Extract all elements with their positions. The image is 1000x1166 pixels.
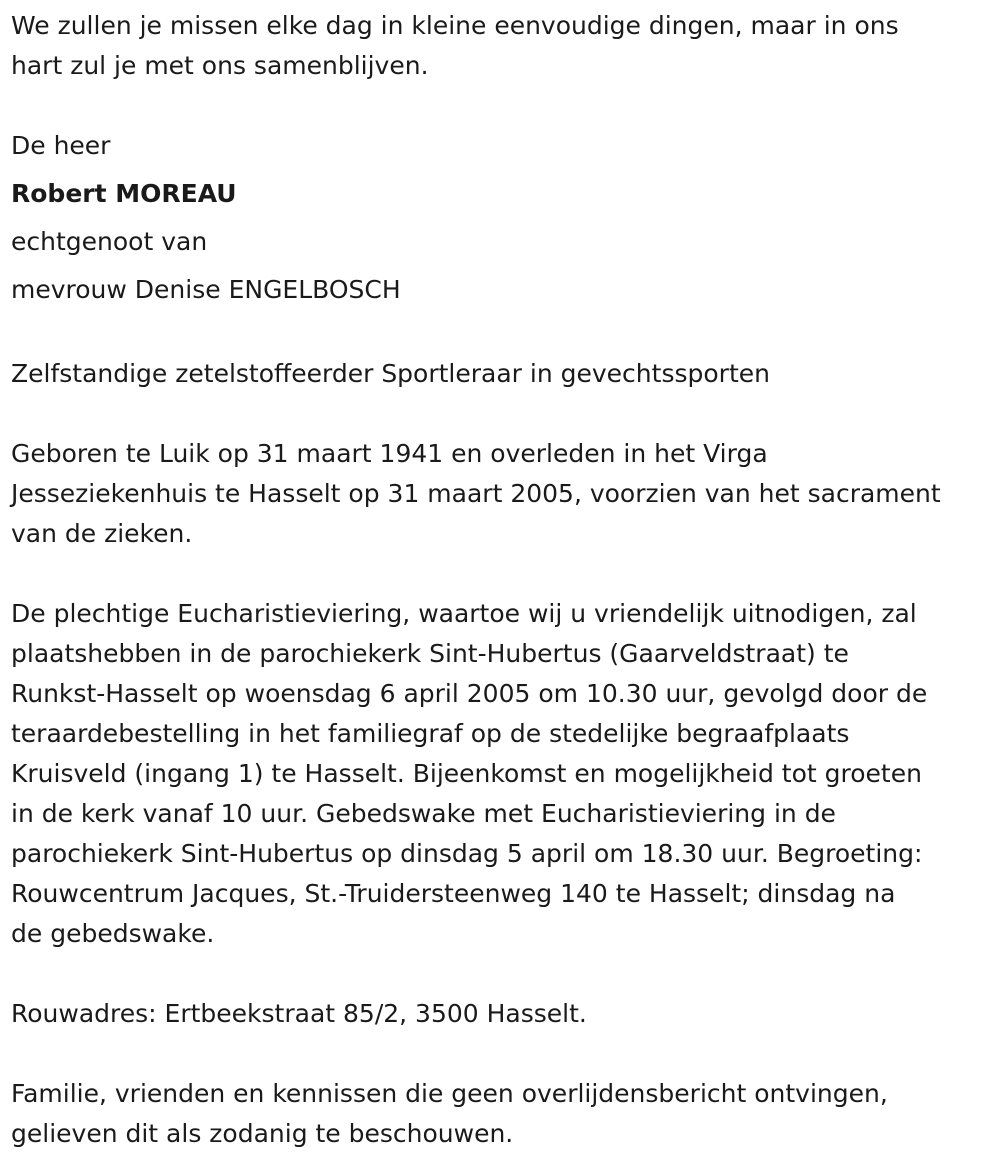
ceremony-paragraph — [11, 594, 1000, 954]
ceremony-line: plaatshebben in de parochiekerk Sint-Hubertus (Gaarveldstraat) te — [11, 639, 849, 668]
person-block — [11, 126, 1000, 314]
ceremony-line: Runkst-Hasselt op woensdag 6 april 2005 om 10.30 uur, gevolgd door de — [11, 679, 928, 708]
ceremony-line: parochiekerk Sint-Hubertus op dinsdag 5 april om 18.30 uur. Begroeting: — [11, 839, 923, 868]
spouse-name: mevrouw Denise ENGELBOSCH — [11, 275, 401, 304]
birth-death-line: Jesseziekenhuis te Hasselt op 31 maart 2005, voorzien van het sacrament — [11, 479, 941, 508]
closing-line: Familie, vrienden en kennissen die geen overlijdensbericht ontvingen, — [11, 1079, 888, 1108]
birth-death-line: van de zieken. — [11, 519, 193, 548]
occupation-paragraph — [11, 354, 1000, 394]
ceremony-line: De plechtige Eucharistieviering, waartoe wij u vriendelijk uitnodigen, zal — [11, 599, 917, 628]
person-relation: echtgenoot van — [11, 227, 208, 256]
ceremony-line: Rouwcentrum Jacques, St.-Truidersteenweg 140 te Hasselt; dinsdag na — [11, 879, 896, 908]
ceremony-line: de gebedswake. — [11, 919, 215, 948]
ceremony-line: Kruisveld (ingang 1) te Hasselt. Bijeenkomst en mogelijkheid tot groeten — [11, 759, 922, 788]
motto-line: We zullen je missen elke dag in kleine eenvoudige dingen, maar in ons — [11, 11, 899, 40]
closing-paragraph — [11, 1074, 1000, 1154]
motto-line: hart zul je met ons samenblijven. — [11, 51, 429, 80]
address-paragraph — [11, 994, 1000, 1034]
closing-line: gelieven dit als zodanig te beschouwen. — [11, 1119, 514, 1148]
occupation-text: Zelfstandige zetelstoffeerder Sportleraar in gevechtssporten — [11, 359, 770, 388]
motto-paragraph — [11, 6, 1000, 86]
person-title: De heer — [11, 131, 111, 160]
mourning-address: Rouwadres: Ertbeekstraat 85/2, 3500 Hasselt. — [11, 999, 587, 1028]
birth-death-line: Geboren te Luik op 31 maart 1941 en overleden in het Virga — [11, 439, 768, 468]
person-name: Robert MOREAU — [11, 179, 237, 208]
birth-death-paragraph — [11, 434, 1000, 554]
ceremony-line: in de kerk vanaf 10 uur. Gebedswake met Eucharistieviering in de — [11, 799, 836, 828]
ceremony-line: teraardebestelling in het familiegraf op de stedelijke begraafplaats — [11, 719, 850, 748]
